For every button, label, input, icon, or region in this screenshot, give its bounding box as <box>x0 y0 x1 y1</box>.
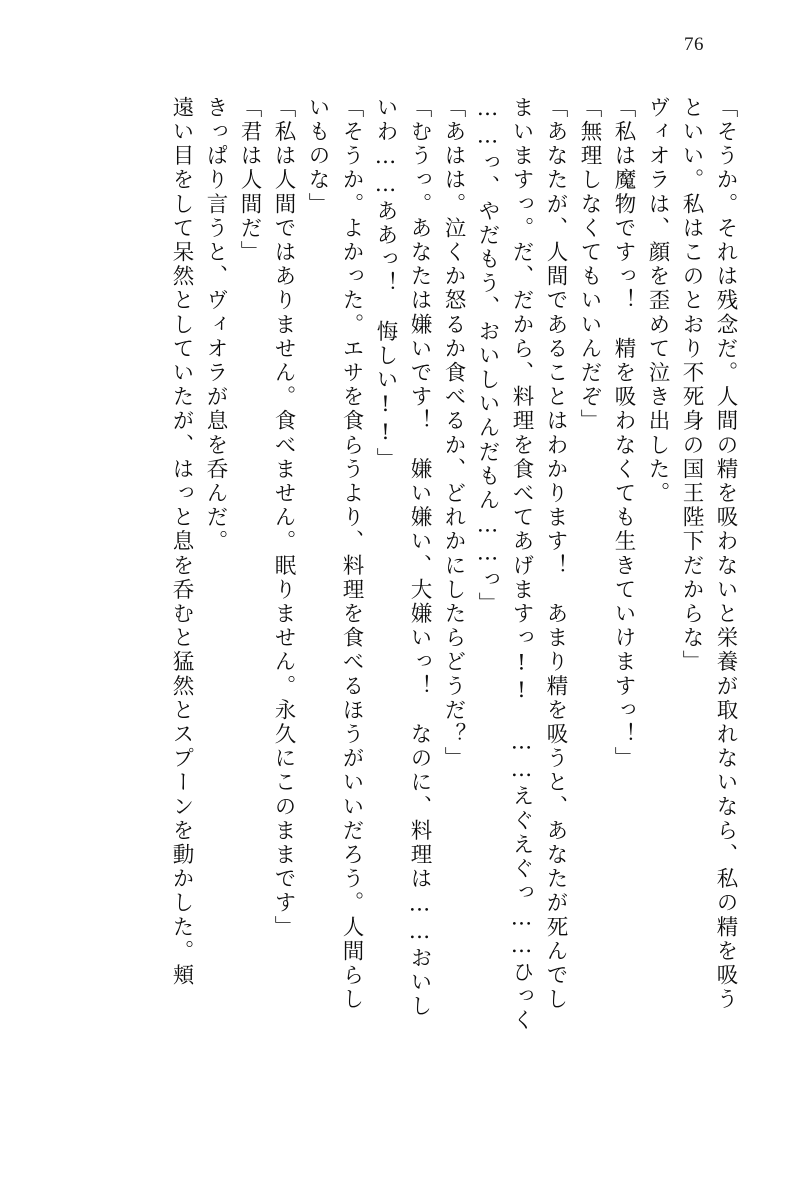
text-column: 「そうか。それは残念だ。人間の精を吸わないと栄養が取れないなら、私の精を吸う <box>713 96 738 1012</box>
text-column: 「むうっ。あなたは嫌いです！ 嫌い嫌い、大嫌いっ！ なのに、料理は……おいし <box>407 96 432 1019</box>
text-column: いわ……ああっ！ 悔しい!!」 <box>373 96 398 472</box>
vertical-text-body <box>46 96 736 1160</box>
text-column: まいますっ。だ、だから、料理を食べてあげますっ!! ……えぐえぐっ……ひっく <box>509 96 534 1033</box>
text-column: いものな」 <box>305 96 330 217</box>
text-column: きっぱり言うと、ヴィオラが息を呑んだ。 <box>203 96 228 554</box>
text-column: 遠い目をして呆然としていたが、はっと息を呑むと猛然とスプーンを動かした。頬 <box>169 96 194 988</box>
text-column: 「君は人間だ」 <box>237 96 262 265</box>
text-column: といい。私はこのとおり不死身の国王陛下だからな」 <box>679 96 704 675</box>
text-column: 「私は人間ではありません。食べません。眠りません。永久にこのままです」 <box>271 96 296 940</box>
text-column: 「そうか。よかった。エサを食らうより、料理を食べるほうがいいだろう。人間らし <box>339 96 364 1012</box>
text-column: 「無理しなくてもいいんだぞ」 <box>577 96 602 434</box>
text-column: 「私は魔物ですっ！ 精を吸わなくても生きていけますっ！」 <box>611 96 636 771</box>
text-column: ……っ、やだもう、おいしいんだもん……っ」 <box>475 96 500 617</box>
text-column: 「あなたが、人間であることはわかります！ あまり精を吸うと、あなたが死んでし <box>543 96 568 1012</box>
text-column: ヴィオラは、顔を歪めて泣き出した。 <box>645 96 670 506</box>
page-number: 76 <box>684 34 704 55</box>
text-column: 「あはは。泣くか怒るか食べるか、どれかにしたらどうだ？」 <box>441 96 466 771</box>
